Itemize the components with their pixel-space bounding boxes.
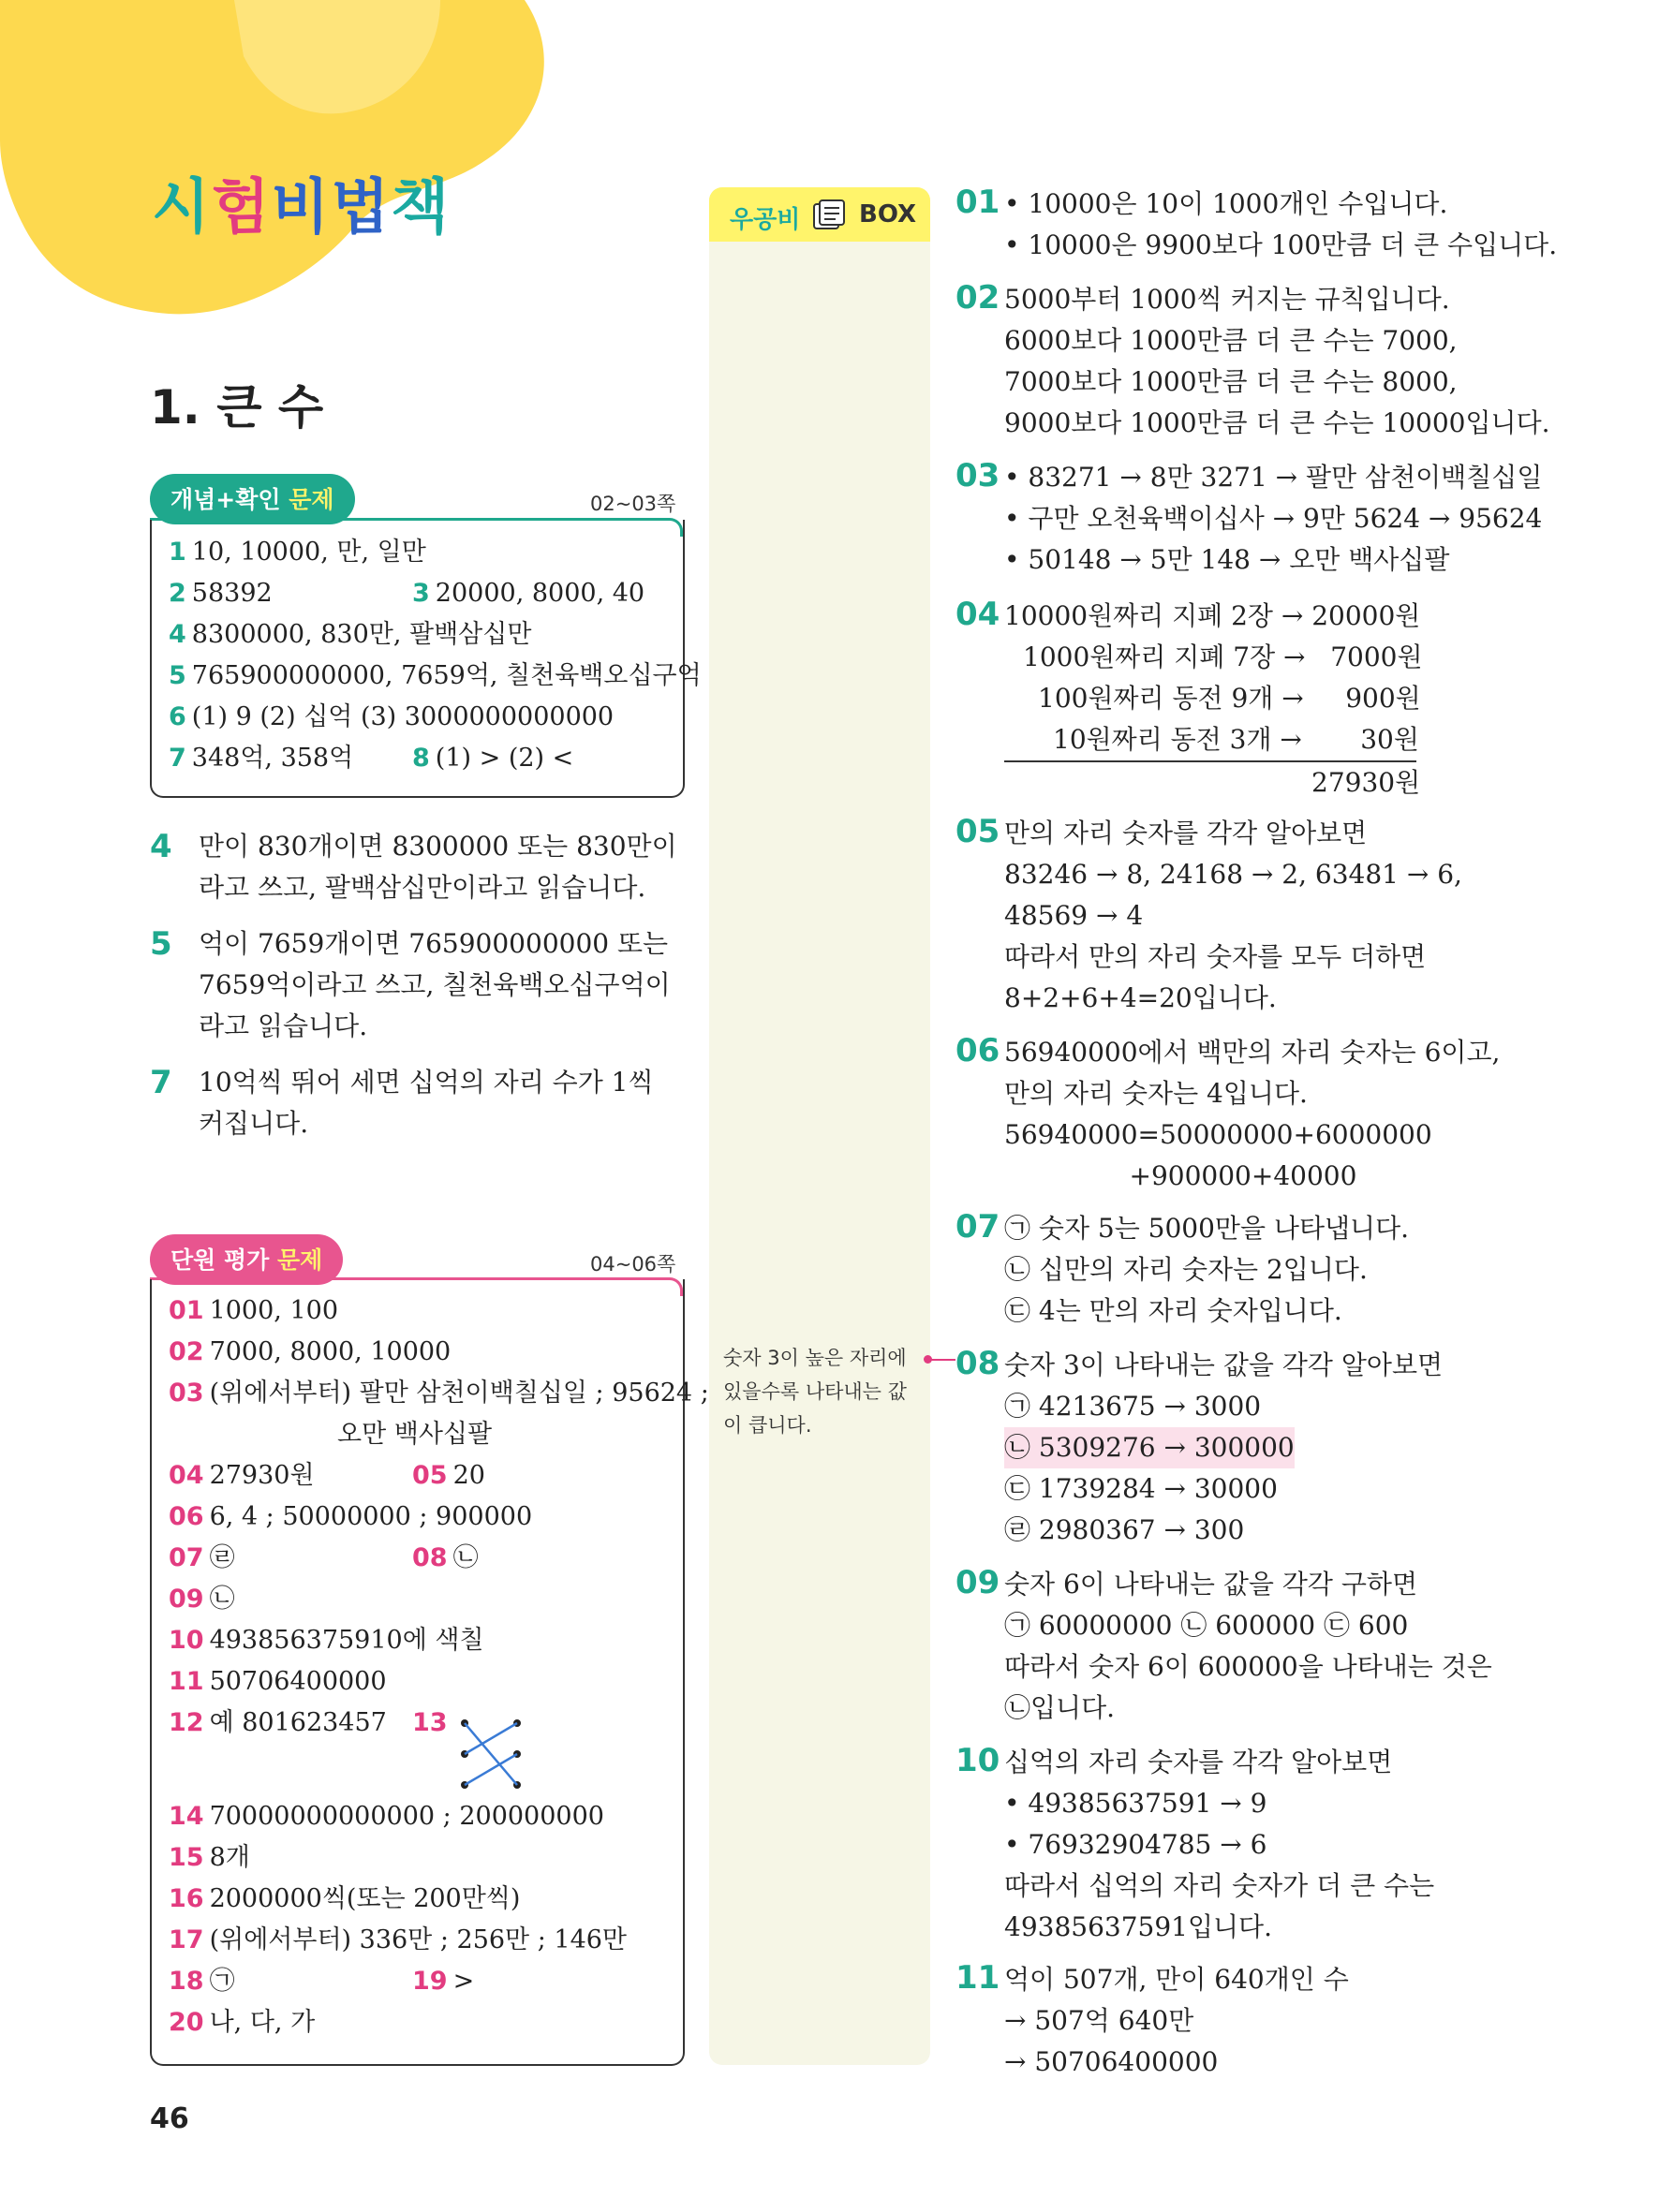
solution-11: 11 억이 507개, 만이 640개인 수 → 507억 640만 → 50706400000	[955, 1959, 1349, 2077]
concept-badge-suffix: 문제	[289, 486, 334, 513]
concept-explanation: 7 10억씩 뛰어 세면 십억의 자리 수가 1씩 커집니다.	[150, 1064, 654, 1139]
concept-answer: 8 (1) > (2) <	[412, 744, 574, 773]
unit-answer: 13	[412, 1708, 448, 1737]
sidebar-label: 우공비	[730, 206, 801, 234]
sidebar-note-connector	[927, 1359, 955, 1361]
unit-answer: 06 6, 4 ; 50000000 ; 900000	[169, 1502, 533, 1531]
unit-answer: 02 7000, 8000, 10000	[169, 1337, 452, 1366]
concept-badge	[150, 474, 355, 524]
sidebar-header	[709, 187, 930, 242]
unit-answer-continued: 오만 백사십팔	[337, 1420, 493, 1449]
unit-pages: 04~06쪽	[590, 1253, 676, 1276]
title-part-2: 험	[211, 173, 272, 243]
unit-answer: 15 8개	[169, 1843, 250, 1872]
title-part-3: 비	[271, 173, 332, 243]
unit-badge-label: 단원 평가	[170, 1246, 270, 1274]
concept-answer: 7 348억, 358억	[169, 744, 354, 773]
unit-answer: 12 예 801623457	[169, 1708, 387, 1737]
chapter-title: 1. 큰 수	[150, 380, 324, 435]
solution-06: 06 56940000에서 백만의 자리 숫자는 6이고, 만의 자리 숫자는 4입니다. 56940000=50000000+6000000 +900000+40000	[955, 1032, 1501, 1191]
unit-answer: 20 나, 다, 가	[169, 2008, 316, 2037]
solution-02: 02 5000부터 1000씩 커지는 규칙입니다. 6000보다 1000만큼 더 큰 수는 7000, 7000보다 1000만큼 더 큰 수는 8000, 9000보다 1000만큼 더 큰 수는 10000입니다.	[955, 279, 1550, 438]
sidebar-panel	[709, 187, 930, 2065]
solution-01: 01 • 10000은 10이 1000개인 수입니다. • 10000은 9900보다 100만큼 더 큰 수입니다.	[955, 184, 1558, 260]
unit-answer: 08 ㉡	[412, 1543, 479, 1572]
unit-answer: 17 (위에서부터) 336만 ; 256만 ; 146만	[169, 1925, 628, 1954]
solution-04: 04 10000원짜리 지폐 2장 → 20000원 1000원짜리 지폐 7장 → 7000원 100원짜리 동전 9개 → 900원 10원짜리 동전 3개 → 30원 27930원	[955, 596, 1423, 798]
unit-answer: 09 ㉡	[169, 1585, 235, 1614]
concept-explanation: 4 만이 830개이면 8300000 또는 830만이라고 쓰고, 팔백삼십만이라고 읽습니다.	[150, 828, 677, 903]
title-part-5: 책	[391, 173, 452, 243]
unit-answer: 18 ㉠	[169, 1967, 235, 1996]
unit-answer: 14 70000000000000 ; 200000000	[169, 1802, 604, 1831]
concept-answer: 5 765900000000, 7659억, 칠천육백오십구억	[169, 661, 702, 690]
documents-icon	[810, 199, 852, 232]
unit-answer: 19 >	[412, 1967, 475, 1996]
page-number: 46	[150, 2102, 189, 2135]
concept-answer: 3 20000, 8000, 40	[412, 579, 645, 608]
concept-answer: 4 8300000, 830만, 팔백삼십만	[169, 620, 532, 649]
unit-answer: 05 20	[412, 1461, 485, 1490]
unit-answer: 10 493856375910에 색칠	[169, 1626, 484, 1655]
solution-09: 09 숫자 6이 나타내는 값을 각각 구하면 ㉠ 60000000 ㉡ 600000 ㉢ 600 따라서 숫자 6이 600000을 나타내는 것은 ㉡입니다.	[955, 1564, 1492, 1723]
unit-answer: 07 ㉣	[169, 1543, 235, 1572]
page-title	[152, 159, 451, 245]
title-part-1: 시	[152, 173, 212, 243]
title-part-4: 법	[331, 173, 392, 243]
unit-answer: 03 (위에서부터) 팔만 삼천이백칠십일 ; 95624 ;	[169, 1379, 709, 1408]
sidebar-box-label: BOX	[859, 200, 917, 229]
solution-10: 10 십억의 자리 숫자를 각각 알아보면 • 49385637591 → 9 • 76932904785 → 6 따라서 십억의 자리 숫자가 더 큰 수는 49385637591입니다.	[955, 1742, 1435, 1942]
solution-03: 03 • 83271 → 8만 3271 → 팔만 삼천이백칠십일 • 구만 오천육백이십사 → 9만 5624 → 95624 • 50148 → 5만 148 → 오만 백사십팔	[955, 457, 1543, 575]
solution-05: 05 만의 자리 숫자를 각각 알아보면 83246 → 8, 24168 → 2, 63481 → 6, 48569 → 4 따라서 만의 자리 숫자를 모두 더하면 8+2+6+4=20입니다.	[955, 813, 1462, 1013]
concept-pages: 02~03쪽	[590, 493, 676, 515]
concept-badge-label: 개념+확인	[170, 486, 281, 513]
concept-answer: 2 58392	[169, 579, 273, 608]
concept-explanation: 5 억이 7659개이면 765900000000 또는 7659억이라고 쓰고, 칠천육백오십구억이라고 읽습니다.	[150, 925, 671, 1041]
unit-answer: 01 1000, 100	[169, 1296, 338, 1325]
solution-07: 07 ㉠ 숫자 5는 5000만을 나타냅니다. ㉡ 십만의 자리 숫자는 2입니다. ㉢ 4는 만의 자리 숫자입니다.	[955, 1208, 1410, 1326]
matching-lines-diagram	[459, 1716, 525, 1792]
unit-answer: 04 27930원	[169, 1461, 315, 1490]
sidebar-note: 숫자 3이 높은 자리에 있을수록 나타내는 값이 큽니다.	[723, 1347, 907, 1437]
solution-08: 08 숫자 3이 나타내는 값을 각각 알아보면 ㉠ 4213675 → 3000 ㉡ 5309276 → 300000 ㉢ 1739284 → 30000 ㉣ 2980367 → 300	[955, 1345, 1444, 1545]
concept-answer: 6 (1) 9 (2) 십억 (3) 3000000000000	[169, 702, 615, 731]
unit-answer: 16 2000000씩(또는 200만씩)	[169, 1884, 521, 1913]
unit-badge-suffix: 문제	[277, 1246, 323, 1274]
concept-answer: 1 10, 10000, 만, 일만	[169, 538, 426, 567]
unit-answer: 11 50706400000	[169, 1667, 387, 1696]
